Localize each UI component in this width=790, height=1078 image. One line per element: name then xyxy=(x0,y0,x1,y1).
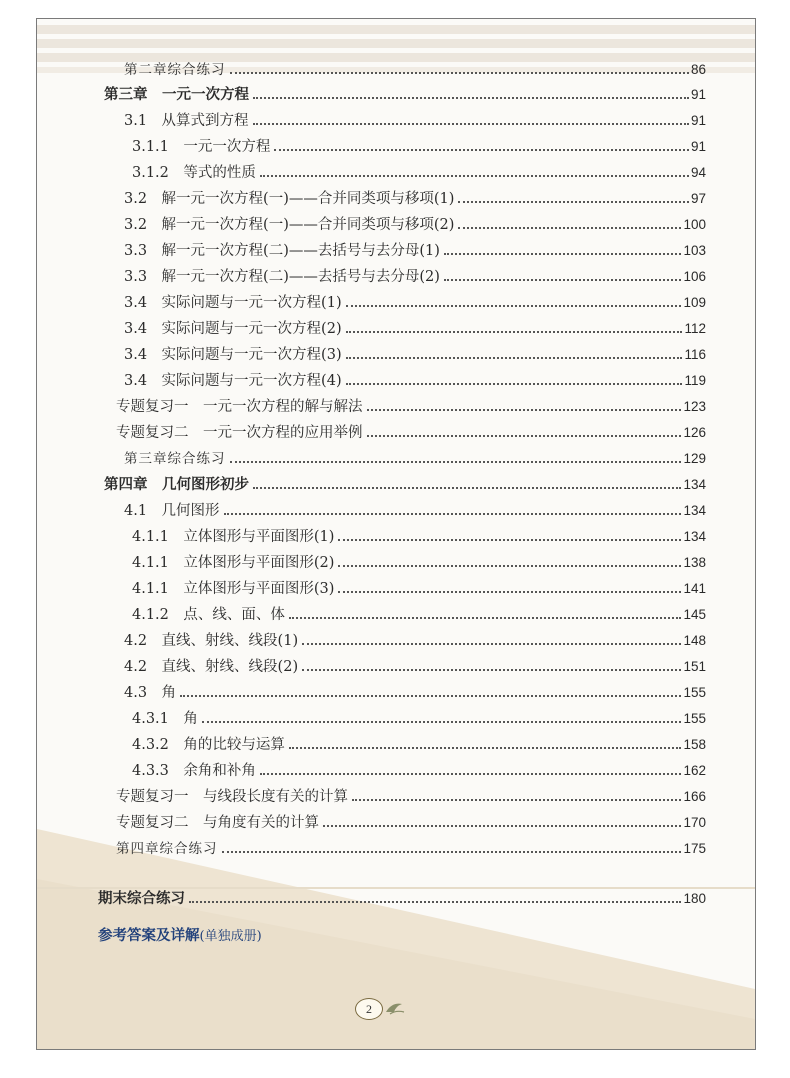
toc-entry-page: 100 xyxy=(683,217,706,232)
toc-entry xyxy=(124,628,706,650)
toc-entry xyxy=(132,160,706,182)
answer-title: 参考答案及详解 xyxy=(98,928,200,944)
toc-entry-label: 3.3 解一元一次方程(二)——去括号与去分母(2) xyxy=(124,269,440,285)
toc-entry-label: 4.1.1 立体图形与平面图形(2) xyxy=(132,555,335,571)
page-number: 2 xyxy=(355,998,383,1020)
dot-leader xyxy=(367,409,682,411)
toc-entry-label: 4.1.1 立体图形与平面图形(3) xyxy=(132,581,335,597)
dot-leader xyxy=(180,695,681,697)
toc-entry-label: 4.1.1 立体图形与平面图形(1) xyxy=(132,529,335,545)
dot-leader xyxy=(289,617,682,619)
toc-entry-page: 109 xyxy=(683,295,706,310)
toc-entry xyxy=(124,290,706,312)
dot-leader xyxy=(338,565,681,567)
toc-entry-page: 166 xyxy=(683,789,706,804)
toc-entry-page: 155 xyxy=(683,685,706,700)
toc-entry-page: 141 xyxy=(683,581,706,596)
toc-entry xyxy=(124,238,706,260)
toc-entry-label: 3.1.1 一元一次方程 xyxy=(132,139,271,155)
toc-entry-page: 116 xyxy=(684,347,706,362)
dot-leader xyxy=(253,97,689,99)
toc-entry-label: 3.3 解一元一次方程(二)——去括号与去分母(1) xyxy=(124,243,440,259)
toc-entry xyxy=(98,886,706,908)
toc-entry-label: 4.2 直线、射线、线段(1) xyxy=(124,633,299,649)
toc-entry-page: 162 xyxy=(683,763,706,778)
toc-entry-label: 3.4 实际问题与一元一次方程(1) xyxy=(124,295,342,311)
toc-entry-page: 180 xyxy=(683,891,706,906)
dot-leader xyxy=(289,747,682,749)
dot-leader xyxy=(352,799,681,801)
dot-leader xyxy=(260,175,689,177)
toc-entry-page: 112 xyxy=(684,321,706,336)
dot-leader xyxy=(338,591,681,593)
toc-entry-page: 148 xyxy=(683,633,706,648)
dot-leader xyxy=(367,435,682,437)
toc-entry-label: 第二章综合练习 xyxy=(124,62,226,78)
dot-leader xyxy=(444,253,682,255)
toc-entry xyxy=(124,680,706,702)
dot-leader xyxy=(230,461,682,463)
toc-entry-page: 155 xyxy=(683,711,706,726)
toc-entry-page: 151 xyxy=(683,659,706,674)
toc-entry xyxy=(104,472,706,494)
toc-entry-page: 129 xyxy=(683,451,706,466)
toc-entry-label: 第三章 一元一次方程 xyxy=(104,87,249,103)
toc-entry xyxy=(132,758,706,780)
toc-entry-label: 4.3.2 角的比较与运算 xyxy=(132,737,285,753)
toc-entry-page: 91 xyxy=(690,139,706,154)
toc-entry xyxy=(116,784,706,806)
toc-entry-label: 3.4 实际问题与一元一次方程(3) xyxy=(124,347,342,363)
toc-entry xyxy=(124,186,706,208)
toc-entry-label: 专题复习一 一元一次方程的解与解法 xyxy=(116,399,363,415)
toc-entry-label: 4.3.3 余角和补角 xyxy=(132,763,256,779)
dot-leader xyxy=(302,643,681,645)
dot-leader xyxy=(222,851,682,853)
toc-entry xyxy=(116,810,706,832)
dot-leader xyxy=(346,357,683,359)
toc-entry-label: 专题复习二 与角度有关的计算 xyxy=(116,815,319,831)
answer-heading xyxy=(98,924,262,945)
toc-entry xyxy=(132,602,706,624)
toc-entry-label: 4.2 直线、射线、线段(2) xyxy=(124,659,299,675)
toc-entry-label: 3.1 从算式到方程 xyxy=(124,113,249,129)
toc-entry xyxy=(124,498,706,520)
dot-leader xyxy=(323,825,681,827)
toc-entry-page: 134 xyxy=(683,503,706,518)
toc-entry-page: 126 xyxy=(683,425,706,440)
toc-entry xyxy=(124,57,706,79)
toc-entry-page: 103 xyxy=(683,243,706,258)
dot-leader xyxy=(274,149,689,151)
toc-entry-label: 4.1 几何图形 xyxy=(124,503,220,519)
toc-entry-page: 158 xyxy=(683,737,706,752)
toc-entry xyxy=(132,732,706,754)
toc-entry xyxy=(124,264,706,286)
toc-entry-label: 第四章综合练习 xyxy=(116,841,218,857)
toc-entry-page: 145 xyxy=(683,607,706,622)
toc-entry-page: 134 xyxy=(683,529,706,544)
dot-leader xyxy=(253,487,681,489)
toc-entry-label: 3.1.2 等式的性质 xyxy=(132,165,256,181)
dot-leader xyxy=(302,669,681,671)
toc-entry-page: 119 xyxy=(684,373,706,388)
toc-entry-page: 91 xyxy=(690,113,706,128)
toc-entry-label: 第三章综合练习 xyxy=(124,451,226,467)
dot-leader xyxy=(338,539,681,541)
toc-entry xyxy=(124,654,706,676)
toc-entry xyxy=(124,108,706,130)
toc-entry-page: 86 xyxy=(690,62,706,77)
toc-entry xyxy=(116,394,706,416)
dot-leader xyxy=(224,513,682,515)
toc-entry-label: 第四章 几何图形初步 xyxy=(104,477,249,493)
dot-leader xyxy=(230,72,689,74)
toc-entry xyxy=(132,706,706,728)
toc-entry xyxy=(124,316,706,338)
toc-entry xyxy=(132,576,706,598)
dot-leader xyxy=(260,773,682,775)
toc-entry xyxy=(116,836,706,858)
dot-leader xyxy=(458,201,689,203)
toc-entry-label: 4.3.1 角 xyxy=(132,711,198,727)
dot-leader xyxy=(458,227,681,229)
dot-leader xyxy=(346,383,683,385)
toc-entry-label: 4.1.2 点、线、面、体 xyxy=(132,607,285,623)
toc-entry-page: 138 xyxy=(683,555,706,570)
dot-leader xyxy=(253,123,689,125)
toc-entry-label: 3.2 解一元一次方程(一)——合并同类项与移项(2) xyxy=(124,217,455,233)
toc-entry-label: 3.4 实际问题与一元一次方程(2) xyxy=(124,321,342,337)
dot-leader xyxy=(444,279,682,281)
toc-entry-label: 4.3 角 xyxy=(124,685,177,701)
leaf-ornament-icon xyxy=(384,998,406,1018)
toc-entry-page: 123 xyxy=(683,399,706,414)
toc-entry-label: 专题复习二 一元一次方程的应用举例 xyxy=(116,425,363,441)
toc-entry xyxy=(132,134,706,156)
toc-entry xyxy=(104,82,706,104)
toc-entry-label: 3.2 解一元一次方程(一)——合并同类项与移项(1) xyxy=(124,191,455,207)
toc-entry-page: 91 xyxy=(690,87,706,102)
dot-leader xyxy=(346,331,683,333)
toc-entry xyxy=(124,368,706,390)
toc-entry-page: 175 xyxy=(683,841,706,856)
toc-entry-page: 97 xyxy=(690,191,706,206)
toc-entry-page: 106 xyxy=(683,269,706,284)
toc-entry-label: 专题复习一 与线段长度有关的计算 xyxy=(116,789,348,805)
toc-entry xyxy=(132,524,706,546)
toc-entry-label: 期末综合练习 xyxy=(98,891,185,907)
answer-note: (单独成册) xyxy=(199,929,262,944)
toc-entry xyxy=(132,550,706,572)
dot-leader xyxy=(189,901,681,903)
toc-entry-page: 94 xyxy=(690,165,706,180)
toc-entry xyxy=(124,212,706,234)
toc-entry-label: 3.4 实际问题与一元一次方程(4) xyxy=(124,373,342,389)
toc-entry xyxy=(116,420,706,442)
toc-entry xyxy=(124,446,706,468)
dot-leader xyxy=(346,305,682,307)
toc-entry-page: 134 xyxy=(683,477,706,492)
toc-entry-page: 170 xyxy=(683,815,706,830)
toc-entry xyxy=(124,342,706,364)
dot-leader xyxy=(202,721,682,723)
